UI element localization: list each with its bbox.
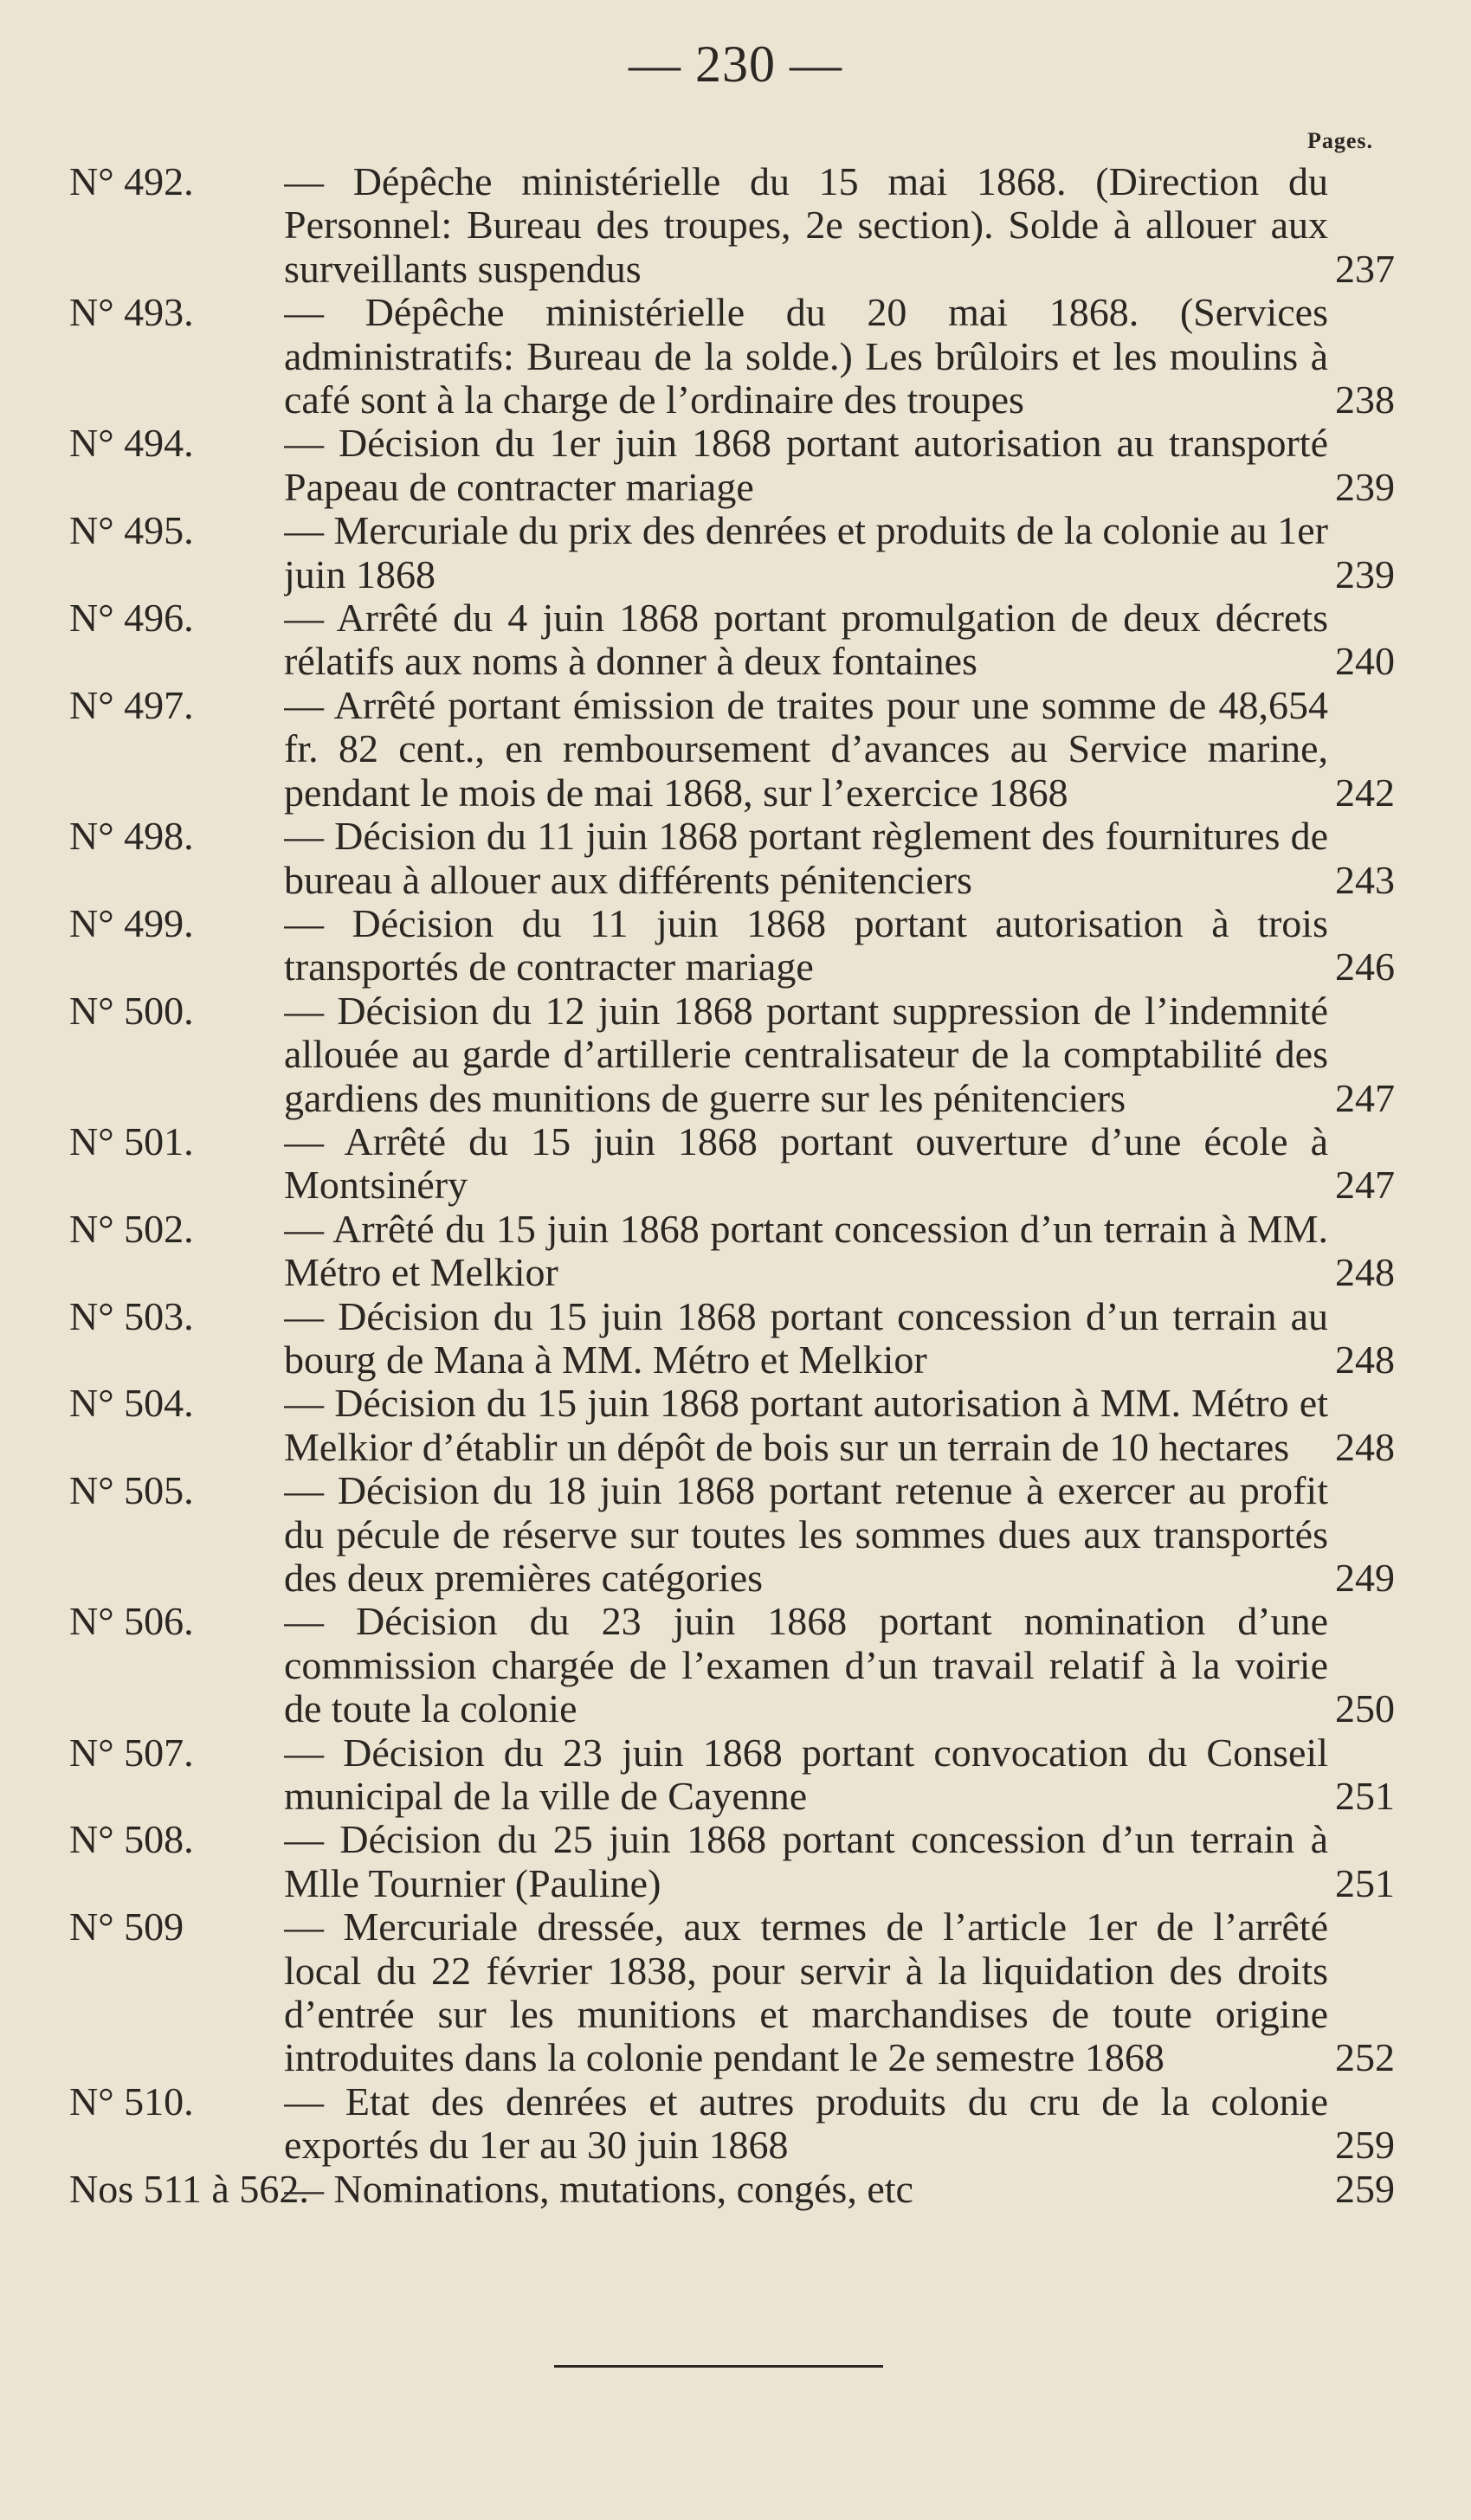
- entry-text: — Décision du 12 juin 1868 portant suppression de l’indemnité allouée au garde d’artillerie centralisateur de la comptabilité des gardiens des munitions de guerre sur les pénitenciers: [284, 989, 1328, 1120]
- entry-page: 250: [1335, 1686, 1395, 1731]
- entry-page: 248: [1335, 1337, 1395, 1382]
- entry-page: 251: [1335, 1774, 1395, 1819]
- entry-number: N° 494.: [69, 421, 194, 466]
- entry-text: — Décision du 23 juin 1868 portant convocation du Conseil municipal de la ville de Cayenne: [284, 1730, 1328, 1819]
- entry-text: — Mercuriale du prix des denrées et produits de la colonie au 1er juin 1868: [284, 509, 1328, 596]
- entry-page: 246: [1335, 944, 1395, 989]
- toc-entry: [69, 814, 1395, 902]
- toc-entry: [69, 682, 1395, 815]
- entry-text: — Etat des denrées et autres produits du cru de la colonie exportés du 1er au 30 juin 1868: [284, 2079, 1328, 2168]
- toc-entry: [69, 1730, 1395, 1819]
- entry-text: — Arrêté du 4 juin 1868 portant promulgation de deux décrets rélatifs aux noms à donner à deux fontaines: [284, 596, 1328, 684]
- toc-entry: [69, 1905, 1395, 2080]
- entry-number: N° 502.: [69, 1206, 194, 1251]
- entry-number: N° 507.: [69, 1730, 194, 1775]
- entry-number: N° 498.: [69, 814, 194, 859]
- entry-number: N° 501.: [69, 1118, 194, 1163]
- entry-text: — Décision du 11 juin 1868 portant règlement des fournitures de bureau à allouer aux différents pénitenciers: [284, 815, 1328, 902]
- entry-page: 237: [1335, 246, 1395, 291]
- toc-entry: [69, 596, 1395, 684]
- entry-page: 251: [1335, 1860, 1395, 1905]
- entry-number: N° 492.: [69, 159, 194, 203]
- entry-page: 240: [1335, 639, 1395, 684]
- entry-page: 247: [1335, 1163, 1395, 1208]
- toc-entry: [69, 1817, 1395, 1905]
- entry-text: — Décision du 15 juin 1868 portant concession d’un terrain au bourg de Mana à MM. Métro et Melkior: [284, 1294, 1328, 1382]
- toc-entry: [69, 1468, 1395, 1600]
- toc-entry: [69, 290, 1395, 422]
- toc-entry: [69, 1599, 1395, 1731]
- entry-text: — Décision du 1er juin 1868 portant autorisation au transporté Papeau de contracter mariage: [284, 422, 1328, 509]
- entry-number: N° 493.: [69, 290, 194, 335]
- entry-number: N° 496.: [69, 596, 194, 641]
- entry-number: N° 509: [69, 1905, 184, 1950]
- entry-page: 259: [1335, 2166, 1395, 2211]
- entry-text: — Arrêté du 15 juin 1868 portant concession d’un terrain à MM. Métro et Melkior: [284, 1207, 1328, 1295]
- entry-page: 248: [1335, 1424, 1395, 1469]
- page-number: — 230 —: [629, 35, 842, 93]
- toc-entry: [69, 508, 1395, 596]
- entry-text: — Mercuriale dressée, aux termes de l’article 1er de l’arrêté local du 22 février 1838, pour servir à la liquidation des droits d’entrée sur les munitions et marchandises de toute origine introduites dans la colonie pendant le 2e semestre 1868: [284, 1905, 1328, 2080]
- entry-page: 239: [1335, 551, 1395, 596]
- pages-column-label: Pages.: [1307, 128, 1374, 153]
- toc-entry: [69, 159, 1395, 291]
- entry-text: — Dépêche ministérielle du 15 mai 1868. (Direction du Personnel: Bureau des troupes, 2e section). Solde à allouer aux surveillants suspendus: [284, 160, 1328, 291]
- entry-text: — Décision du 18 juin 1868 portant retenue à exercer au profit du pécule de réserve sur toutes les sommes dues aux transportés des deux premières catégories: [284, 1469, 1328, 1600]
- entry-page: 259: [1335, 2123, 1395, 2168]
- entry-text: — Nominations, mutations, congés, etc: [284, 2167, 913, 2211]
- toc-entry: [69, 1381, 1395, 1469]
- entry-number: N° 506.: [69, 1599, 194, 1644]
- entry-text: — Décision du 15 juin 1868 portant autorisation à MM. Métro et Melkior d’établir un dépôt de bois sur un terrain de 10 hectares: [284, 1382, 1328, 1469]
- entry-text: — Dépêche ministérielle du 20 mai 1868. (Services administratifs: Bureau de la solde.) Les brûloirs et les moulins à café sont à la charge de l’ordinaire des troupes: [284, 291, 1328, 422]
- entry-number: N° 505.: [69, 1468, 194, 1513]
- table-of-contents: [69, 159, 1395, 2211]
- toc-entry: [69, 1118, 1395, 1208]
- entry-text: — Arrêté du 15 juin 1868 portant ouverture d’une école à Montsinéry: [284, 1119, 1328, 1208]
- toc-entry: [69, 1293, 1395, 1382]
- entry-page: 242: [1335, 770, 1395, 815]
- closing-rule: [554, 2365, 883, 2368]
- toc-entry: [69, 2079, 1395, 2168]
- entry-number: N° 499.: [69, 900, 194, 945]
- entry-page: 248: [1335, 1250, 1395, 1295]
- entry-number: N° 504.: [69, 1381, 194, 1426]
- entry-number: N° 500.: [69, 988, 194, 1033]
- entry-page: 252: [1335, 2035, 1395, 2080]
- toc-entry: [69, 421, 1395, 509]
- entry-page: 247: [1335, 1075, 1395, 1120]
- entry-page: 238: [1335, 377, 1395, 422]
- entry-text: — Décision du 11 juin 1868 portant autorisation à trois transportés de contracter mariage: [284, 901, 1328, 989]
- entry-text: — Décision du 25 juin 1868 portant concession d’un terrain à Mlle Tournier (Pauline): [284, 1818, 1328, 1905]
- entry-text: — Arrêté portant émission de traites pour une somme de 48,654 fr. 82 cent., en remboursement d’avances au Service marine, pendant le mois de mai 1868, sur l’exercice 1868: [284, 683, 1328, 815]
- entry-page: 239: [1335, 464, 1395, 509]
- entry-number: Nos 511 à 562.: [69, 2166, 309, 2211]
- toc-entry: [69, 2166, 1395, 2211]
- entry-page: 243: [1335, 857, 1395, 902]
- entry-number: N° 508.: [69, 1817, 194, 1862]
- toc-entry: [69, 1206, 1395, 1295]
- toc-entry: [69, 900, 1395, 989]
- entry-number: N° 510.: [69, 2079, 194, 2124]
- entry-text: — Décision du 23 juin 1868 portant nomination d’une commission chargée de l’examen d’un travail relatif à la voirie de toute la colonie: [284, 1600, 1328, 1731]
- entry-number: N° 495.: [69, 508, 194, 553]
- entry-page: 249: [1335, 1556, 1395, 1600]
- entry-number: N° 503.: [69, 1293, 194, 1338]
- toc-entry: [69, 988, 1395, 1120]
- entry-number: N° 497.: [69, 682, 194, 727]
